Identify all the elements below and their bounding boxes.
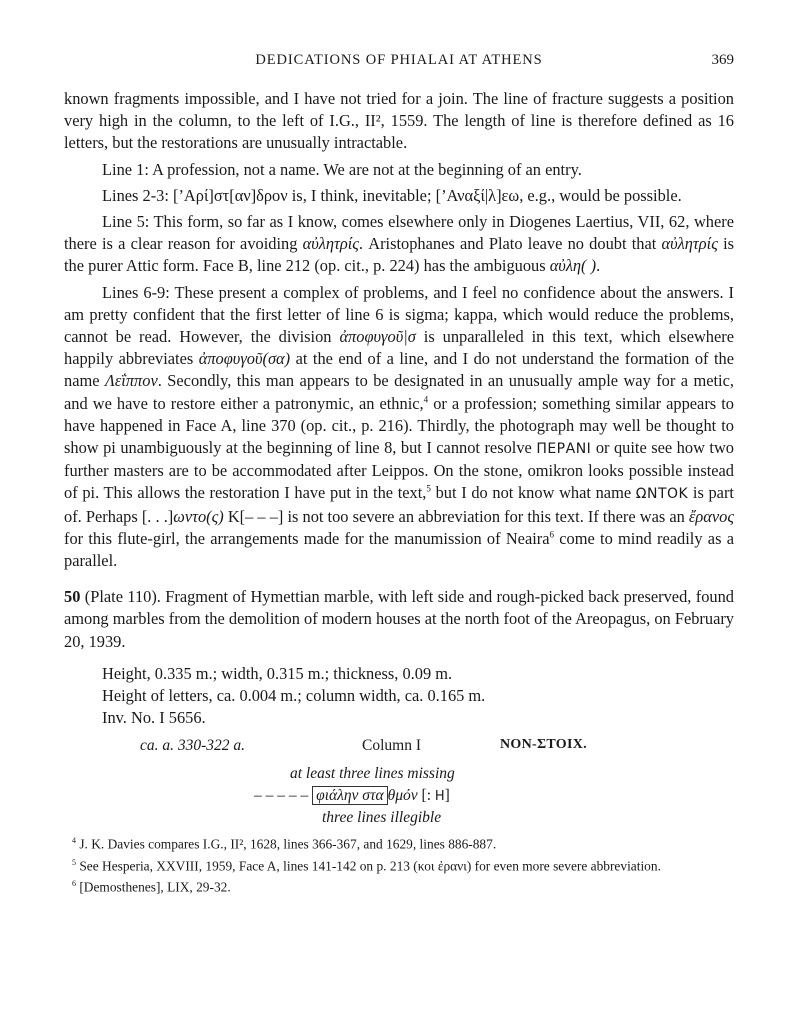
running-header — [64, 52, 734, 74]
epigraphic-text: ΩΝΤΟΚ — [635, 486, 689, 503]
letter-height-line: Height of letters, ca. 0.004 m.; column width, ca. 0.165 m. — [102, 686, 486, 706]
text-run: come to mind readily as a parallel. — [64, 528, 734, 571]
body-text — [64, 88, 734, 653]
dimensions-line: Height, 0.335 m.; width, 0.315 m.; thickness, 0.09 m. — [102, 663, 453, 683]
inventory-line: Inv. No. I 5656. — [102, 708, 206, 728]
entry-number: 50 — [64, 587, 81, 607]
paragraph-line-5 — [64, 211, 734, 278]
text-run: or quite see how two further masters are to be accommodated after Leippos. On the stone, omikron looks possible instead of pi. This allows the restoration I have put in the text, — [64, 438, 734, 503]
inscription-line — [64, 807, 734, 829]
page-number: 369 — [711, 52, 734, 68]
greek-term: αὐλη( ) — [549, 256, 597, 276]
bracket: ] — [444, 787, 450, 805]
paragraph-line-1: Line 1: A profession, not a name. We are not at the beginning of an entry. — [102, 159, 582, 179]
greek-term: ωντο(ς) — [173, 506, 224, 526]
footnote-6 — [64, 876, 734, 896]
greek-term: αὐλητρίς — [661, 234, 718, 254]
text-run: at the end of a line, and I do not understand the formation of the name — [64, 349, 734, 391]
text-run: or a profession; something similar appears to have happened in Face A, line 370 (op. cit., p. 216). Thirdly, the photograph may well be thought to show pi unambiguously at the beginning of line 8, but I cannot resolve — [64, 393, 734, 458]
greek-term: ἀποφυγοῦ(σα) — [198, 349, 291, 369]
footnote-ref: 5 — [426, 483, 431, 494]
text-run: but I do not know what name — [430, 483, 636, 503]
footnote-mark: 5 — [72, 857, 76, 867]
text-run: . — [596, 256, 601, 276]
inscription-line — [64, 763, 734, 785]
illegible-lines-note: three lines illegible — [322, 809, 442, 827]
footnotes — [64, 833, 734, 895]
greek-term: αὐλητρίς — [302, 234, 359, 254]
text-run: for this flute-girl, the arrangements made for the manumission of Neaira — [64, 528, 550, 548]
text-run: . Secondly, this man appears to be designated in an unusually ample way for a metic, and we have to restore either a patronymic, an ethnic, — [64, 371, 734, 413]
paragraph-1: known fragments impossible, and I have not tried for a join. The line of fracture suggests a position very high in the column, to the left of I.G., II², 1559. The length of line is therefore defined as 16 letters, but the restorations are unusually intractable. — [64, 89, 734, 153]
text-run: . Aristophanes and Plato leave no doubt that — [358, 234, 662, 254]
page — [64, 52, 734, 897]
footnote-text: See Hesperia, XXVIII, 1959, Face A, lines 141-142 on p. 213 (κοι ἐρανι) for even more severe abbreviation. — [76, 858, 661, 874]
stoichedon-label: NON-ΣΤΟΙΧ. — [500, 737, 587, 753]
footnote-mark: 6 — [72, 878, 76, 888]
greek-term: θμόν — [387, 787, 418, 805]
inscription-text — [64, 763, 734, 829]
footnote-mark: 4 — [72, 836, 76, 846]
text-run: is the purer Attic form. Face B, line 212 (op. cit., p. 224) has the ambiguous — [64, 234, 735, 276]
text-run: Κ[– – –] is not too severe an abbreviation for this text. If there was an — [223, 506, 689, 526]
text-run: Line 5: This form, so far as I know, comes elsewhere only in Diogenes Laertius, VII, 62, where there is a clear reason for avoiding — [64, 212, 734, 254]
running-title: DEDICATIONS OF PHIALAI AT ATHENS — [255, 52, 543, 68]
epigraphic-text: ΠΕΡΑΝΙ — [536, 441, 592, 458]
boxed-text: φιάλην στα — [312, 786, 388, 805]
footnote-text: [Demosthenes], LIX, 29-32. — [76, 879, 231, 895]
text-run: Lines 6-9: These present a complex of problems, and I feel no confidence about the answers. I am pretty confident that the first letter of line 6 is sigma; kappa, which would reduce the problems, cannot be read. However, the division — [64, 282, 734, 347]
footnote-4 — [64, 833, 734, 853]
text-run: (Plate 110). Fragment of Hymettian marble, with left side and rough-picked back preserved, found among marbles from the demolition of modern houses at the north foot of the Areopagus, on February 20, 1939. — [64, 587, 734, 651]
text-run: is unparalleled in this text, which elsewhere happily abbreviates — [64, 327, 735, 369]
inscription-date: ca. a. 330-322 a. — [140, 737, 246, 755]
dimensions-block — [102, 663, 734, 730]
footnote-ref: 4 — [423, 394, 429, 405]
greek-term: Λεΐππον — [104, 371, 158, 391]
footnote-5 — [64, 855, 734, 875]
numeral: Η — [434, 789, 445, 805]
inscription-heading — [64, 737, 734, 759]
text-run: is part of. Perhaps [. . .] — [64, 483, 734, 526]
paragraph-lines-6-9 — [64, 282, 734, 573]
bracket: [: — [417, 787, 435, 805]
inscription-line — [64, 785, 734, 807]
greek-term: ἀποφυγοῦ|σ — [339, 327, 416, 347]
footnote-text: J. K. Davies compares I.G., II², 1628, lines 366-367, and 1629, lines 886-887. — [76, 836, 497, 852]
missing-lines-note: at least three lines missing — [290, 765, 455, 783]
footnote-ref: 6 — [549, 529, 555, 540]
greek-term: ἔρανος — [688, 506, 734, 526]
entry-50 — [64, 586, 734, 653]
paragraph-lines-2-3: Lines 2-3: [’Αρί]στ[αν]δρον is, I think, inevitable; [’Αναξί|λ]εω, e.g., would be possible. — [102, 185, 682, 205]
dashes: – – – – – — [254, 787, 313, 805]
column-label: Column I — [362, 737, 421, 755]
